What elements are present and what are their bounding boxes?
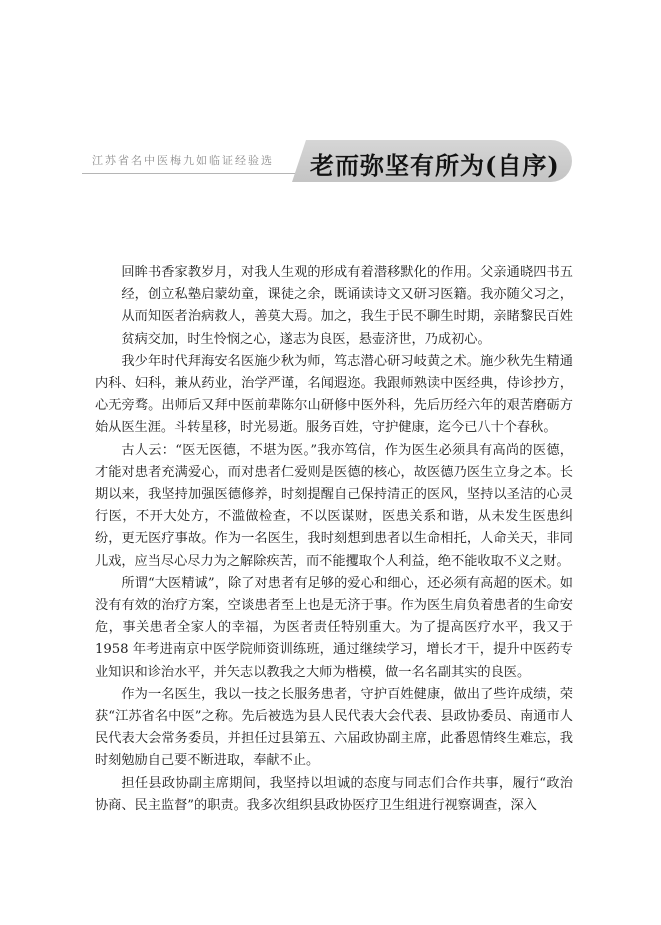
- preface-body: [95, 262, 573, 817]
- chapter-title: 老而弥坚有所为(自序): [310, 151, 560, 180]
- paragraph-4: 所谓“大医精诚”，除了对患者有足够的爱心和细心，还必须有高超的医术。如没有有效的治疗方案，空谈患者至上也是无济于事。作为医生肩负着患者的生命安危，事关患者全家人的幸福，为医者责任特别重大。为了提高医疗水平，我又于 1958 年考进南京中医学院师资训练班，通过继续学习，增长才干，提升中医药专业知识和诊治水平，并矢志以教我之大师为楷模，做一名名副其实的良医。: [95, 575, 573, 680]
- book-series-label: 江苏省名中医梅九如临证经验选: [92, 154, 274, 167]
- header-rule-divider: [82, 173, 312, 174]
- paragraph-2: 我少年时代拜海安名医施少秋为师，笃志潜心研习岐黄之术。施少秋先生精通内科、妇科，兼从药业，治学严谨，名闻遐迩。我跟师熟读中医经典，侍诊抄方，心无旁骛。出师后又拜中医前辈陈尔山研修中医外科，先后历经六年的艰苦磨砺方始从医生涯。斗转星移，时光易逝。服务百姓，守护健康，迄今已八十个春秋。: [95, 353, 573, 436]
- paragraph-1: 回眸书香家教岁月，对我人生观的形成有着潜移默化的作用。父亲通晓四书五经，创立私塾启蒙幼童，课徒之余，既诵读诗文又研习医籍。我亦随父习之，从而知医者治病救人，善莫大焉。加之，我生于民不聊生时期，亲睹黎民百姓贫病交加，时生怜悯之心，遂志为良医，悬壶济世，乃成初心。: [121, 265, 573, 347]
- paragraph-3: 古人云：“医无医德，不堪为医。”我亦笃信，作为医生必须具有高尚的医德，才能对患者充满爱心，而对患者仁爱则是医德的核心，故医德乃医生立身之本。长期以来，我坚持加强医德修养，时刻提醒自己保持清正的医风，坚持以圣洁的心灵行医，不开大处方，不滥做检查，不以医谋财，医患关系和谐，从未发生医患纠纷，更无医疗事故。作为一名医生，我时刻想到患者以生命相托，人命关天，非同儿戏，应当尽心尽力为之解除疾苦，而不能攫取个人利益，绝不能收取不义之财。: [95, 442, 573, 569]
- paragraph-5: 作为一名医生，我以一技之长服务患者，守护百姓健康，做出了些许成绩，荣获“江苏省名中医”之称。先后被选为县人民代表大会代表、县政协委员、南通市人民代表大会常务委员，并担任过县第五、六届政协副主席，此番恩情终生难忘，我时刻勉励自己要不断进取，奉献不止。: [95, 686, 573, 769]
- chapter-header: [82, 140, 572, 184]
- paragraph-6: 担任县政协副主席期间，我坚持以坦诚的态度与同志们合作共事，履行“政治协商、民主监督”的职责。我多次组织县政协医疗卫生组进行视察调查，深入: [95, 775, 573, 813]
